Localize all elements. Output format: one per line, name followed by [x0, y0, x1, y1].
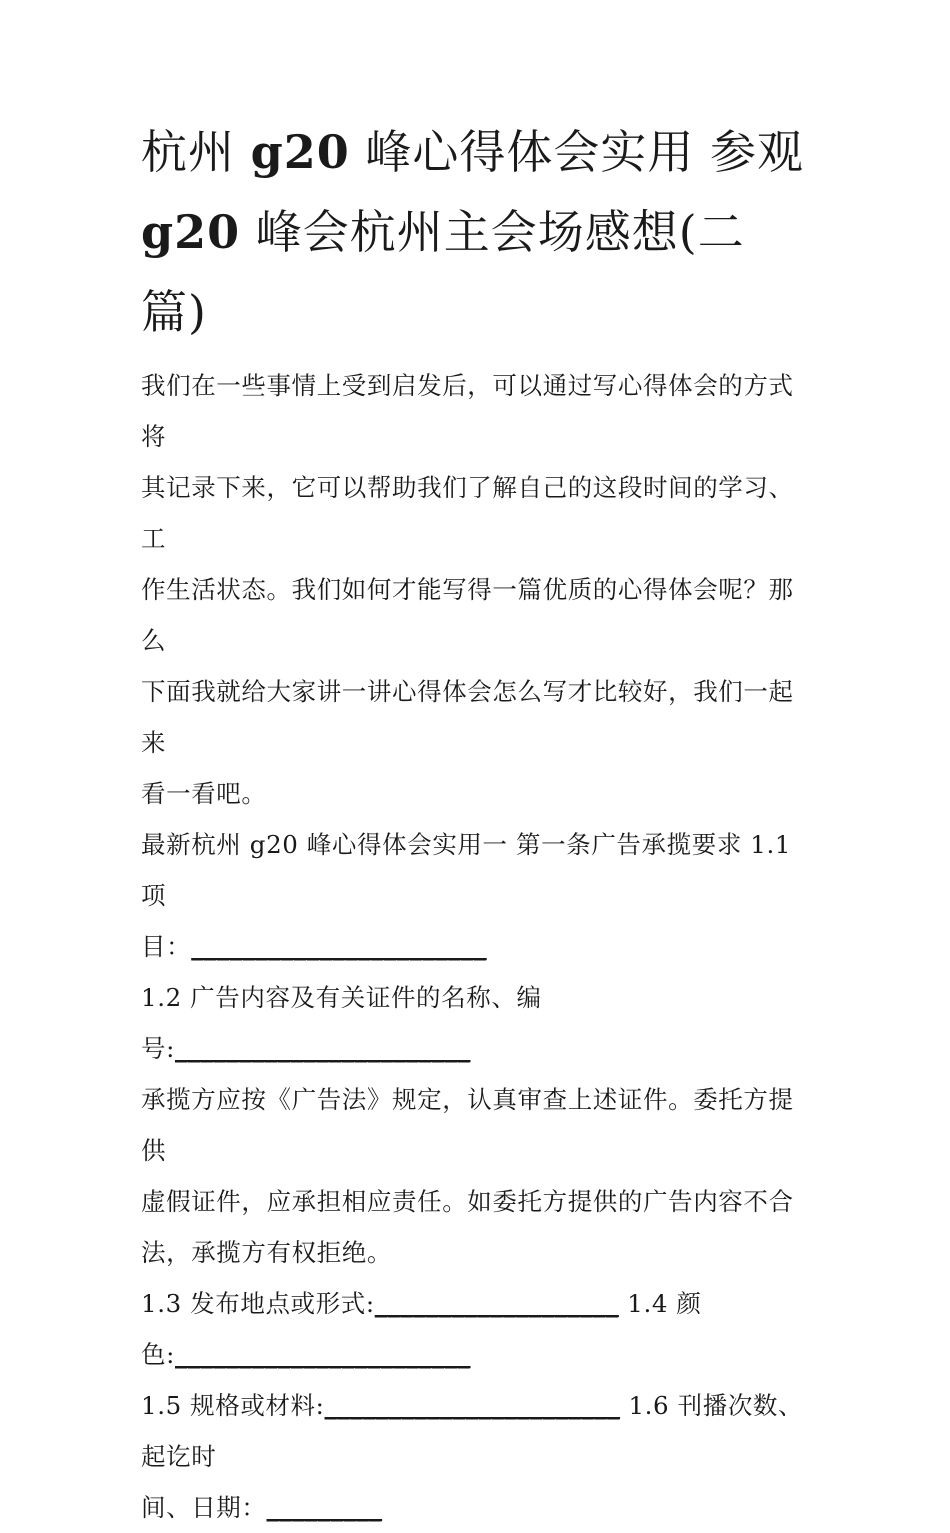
review-text-line: 承揽方应按《广告法》规定，认真审查上述证件。委托方提供 — [141, 1085, 794, 1165]
item-1-2: 1.2 广告内容及有关证件的名称、编号:_______________________ — [141, 983, 542, 1063]
review-text-line: 虚假证件，应承担相应责任。如委托方提供的广告内容不合 — [141, 1187, 794, 1216]
item-1-5: 1.5 规格或材料:_______________________ 1.6 刊播次数、起讫时 — [141, 1391, 804, 1471]
title-line-2: g20 峰会杭州主会场感想(二 — [141, 205, 745, 259]
intro-line: 作生活状态。我们如何才能写得一篇优质的心得体会呢？那么 — [141, 575, 794, 655]
title-line-1: 杭州 g20 峰心得体会实用 参观 — [141, 125, 805, 179]
document-page — [141, 112, 813, 1533]
fill-blank: _______________________ — [324, 1391, 621, 1420]
fill-blank: _______________________ — [174, 1340, 471, 1369]
item-1-3: 1.3 发布地点或形式:___________________ 1.4 颜 — [141, 1289, 702, 1318]
section-heading: 最新杭州 g20 峰心得体会实用一 第一条广告承揽要求 1.1 项 — [141, 830, 792, 910]
intro-paragraph — [141, 360, 813, 819]
review-text-line: 法，承揽方有权拒绝。 — [141, 1238, 392, 1267]
contract-section — [141, 819, 813, 1533]
item-1-4: 色:_______________________ — [141, 1340, 471, 1369]
intro-line: 我们在一些事情上受到启发后，可以通过写心得体会的方式将 — [141, 371, 794, 451]
item-1-6-label: 1.6 刊播次数、起讫时 — [141, 1391, 804, 1471]
item-1-4-label: 1.4 颜 — [618, 1289, 702, 1318]
fill-blank: _______________________ — [174, 1034, 471, 1063]
intro-line: 下面我就给大家讲一讲心得体会怎么写才比较好，我们一起来 — [141, 677, 794, 757]
item-1-6: 间、日期：_________ — [141, 1493, 383, 1522]
title-line-3: 篇) — [141, 285, 207, 339]
intro-line: 看一看吧。 — [141, 779, 267, 808]
document-title — [141, 112, 813, 352]
fill-blank: _______________________ — [191, 932, 487, 961]
intro-line: 其记录下来，它可以帮助我们了解自己的这段时间的学习、工 — [141, 473, 794, 553]
item-1-1: 目：_______________________ — [141, 932, 487, 961]
fill-blank: _________ — [266, 1493, 383, 1522]
fill-blank: ___________________ — [374, 1289, 619, 1318]
